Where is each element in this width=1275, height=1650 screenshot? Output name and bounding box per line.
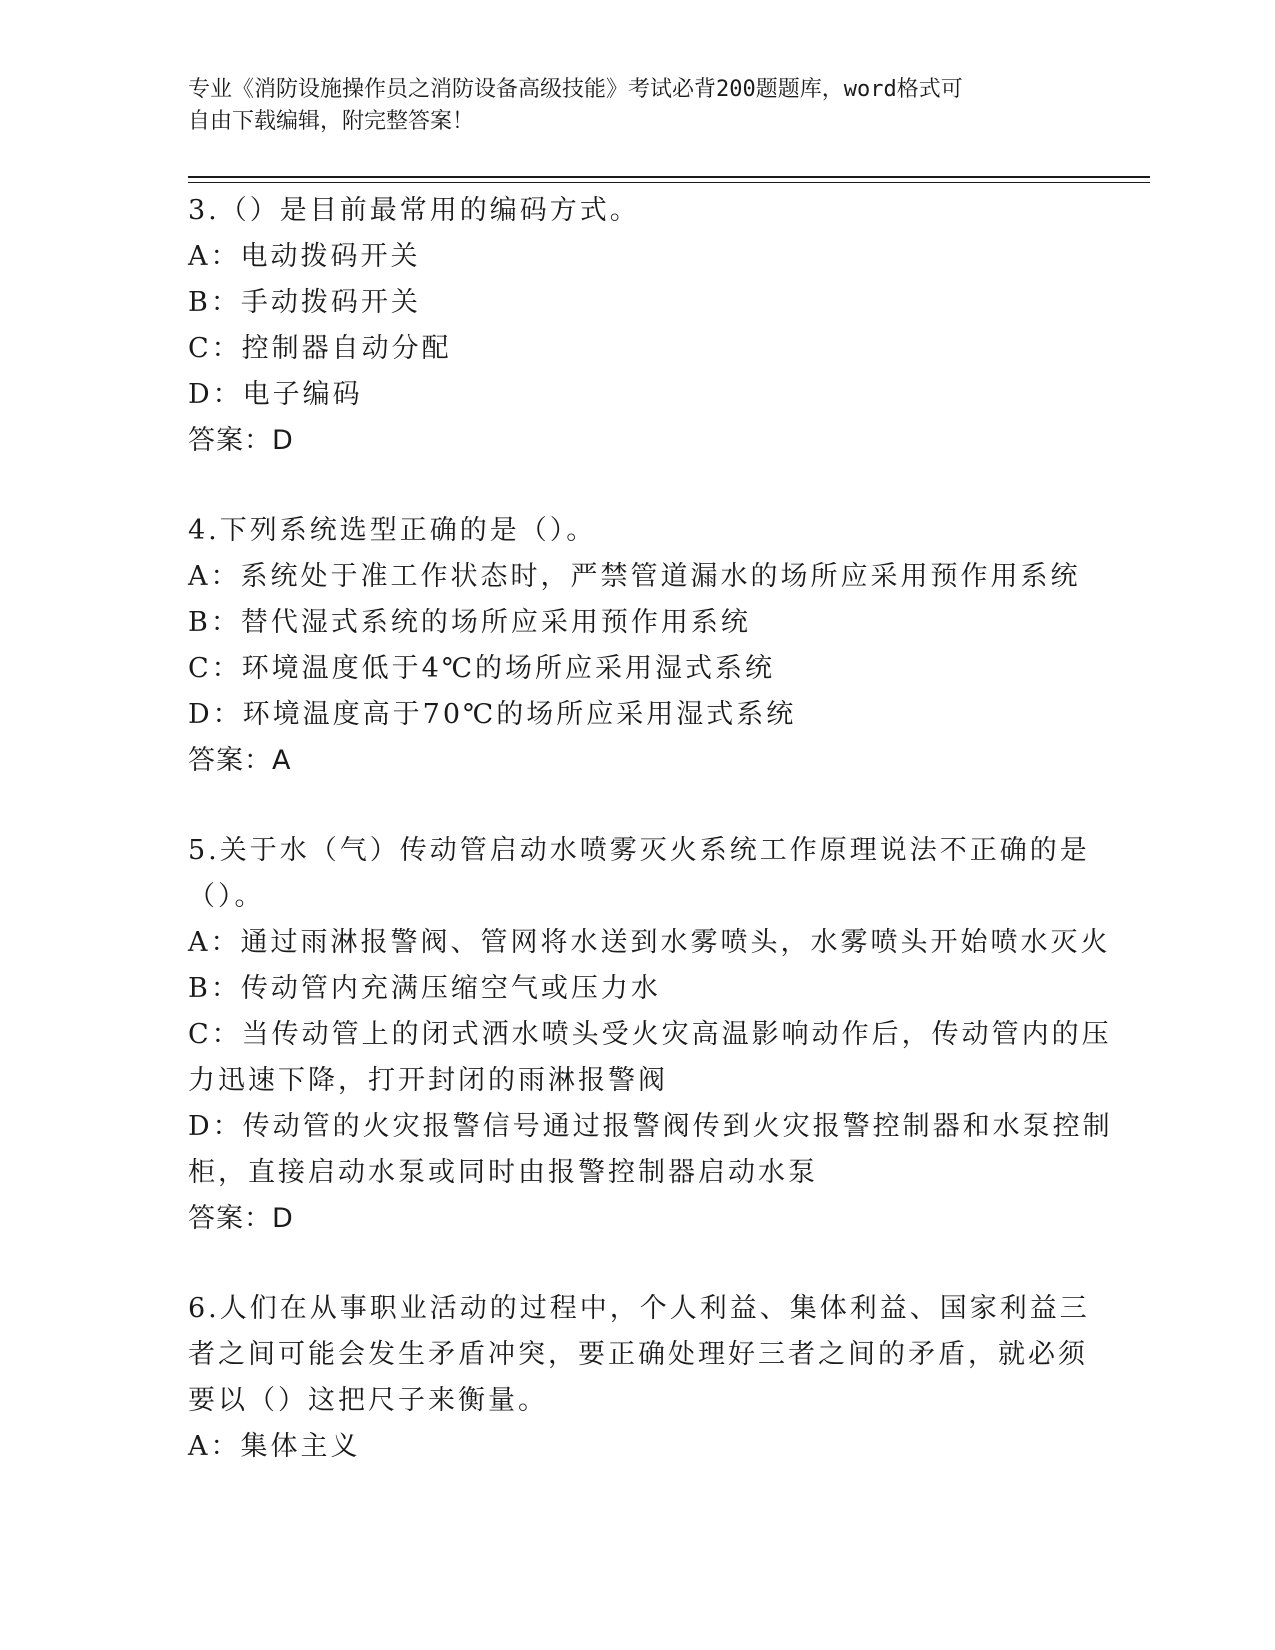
question-text-cont: 要以（）这把尺子来衡量。 [188,1385,548,1416]
option-d: D：传动管的火灾报警信号通过报警阀传到火灾报警控制器和水泵控制 [188,1111,1113,1142]
question-block [188,508,1088,784]
question-text-cont: 者之间可能会发生矛盾冲突，要正确处理好三者之间的矛盾，就必须 [188,1339,1088,1370]
answer-text: 答案：D [188,425,294,456]
option-d-cont: 柜，直接启动水泵或同时由报警控制器启动水泵 [188,1157,818,1188]
option-d: D：环境温度高于70℃的场所应采用湿式系统 [188,699,797,730]
option-a: A：集体主义 [188,1431,361,1462]
option-c-cont: 力迅速下降，打开封闭的雨淋报警阀 [188,1065,668,1096]
question-block [188,188,1088,464]
option-c: C：控制器自动分配 [188,333,452,364]
option-d: D：电子编码 [188,379,363,410]
spacer [188,784,1088,828]
option-b: B：替代湿式系统的场所应采用预作用系统 [188,607,751,638]
option-b: B：传动管内充满压缩空气或压力水 [188,973,661,1004]
option-a: A：电动拨码开关 [188,241,421,272]
option-a: A：通过雨淋报警阀、管网将水送到水雾喷头，水雾喷头开始喷水灭火 [188,927,1111,958]
question-text: 4.下列系统选型正确的是（）。 [188,515,597,546]
question-text: 3.（）是目前最常用的编码方式。 [188,195,640,226]
question-block [188,828,1113,1242]
question-text: 6.人们在从事职业活动的过程中，个人利益、集体利益、国家利益三 [188,1293,1090,1324]
question-block [188,1286,1088,1470]
document-header [188,74,1078,138]
question-text: 5.关于水（气）传动管启动水喷雾灭火系统工作原理说法不正确的是 [188,835,1090,866]
question-text-cont: （）。 [188,881,265,912]
option-c: C：环境温度低于4℃的场所应采用湿式系统 [188,653,776,684]
spacer [188,1242,1088,1286]
option-b: B：手动拨码开关 [188,287,421,318]
spacer [188,464,1088,508]
header-divider [188,176,1150,178]
question-list [188,188,1113,1470]
header-line: 专业《消防设施操作员之消防设备高级技能》考试必背200题题库，word格式可 [188,77,963,102]
option-a: A：系统处于准工作状态时，严禁管道漏水的场所应采用预作用系统 [188,561,1081,592]
header-divider-thin [188,182,1150,183]
header-line: 自由下载编辑，附完整答案！ [188,109,475,134]
answer-text: 答案：A [188,745,292,776]
option-c: C：当传动管上的闭式洒水喷头受火灾高温影响动作后，传动管内的压 [188,1019,1112,1050]
answer-text: 答案：D [188,1203,294,1234]
